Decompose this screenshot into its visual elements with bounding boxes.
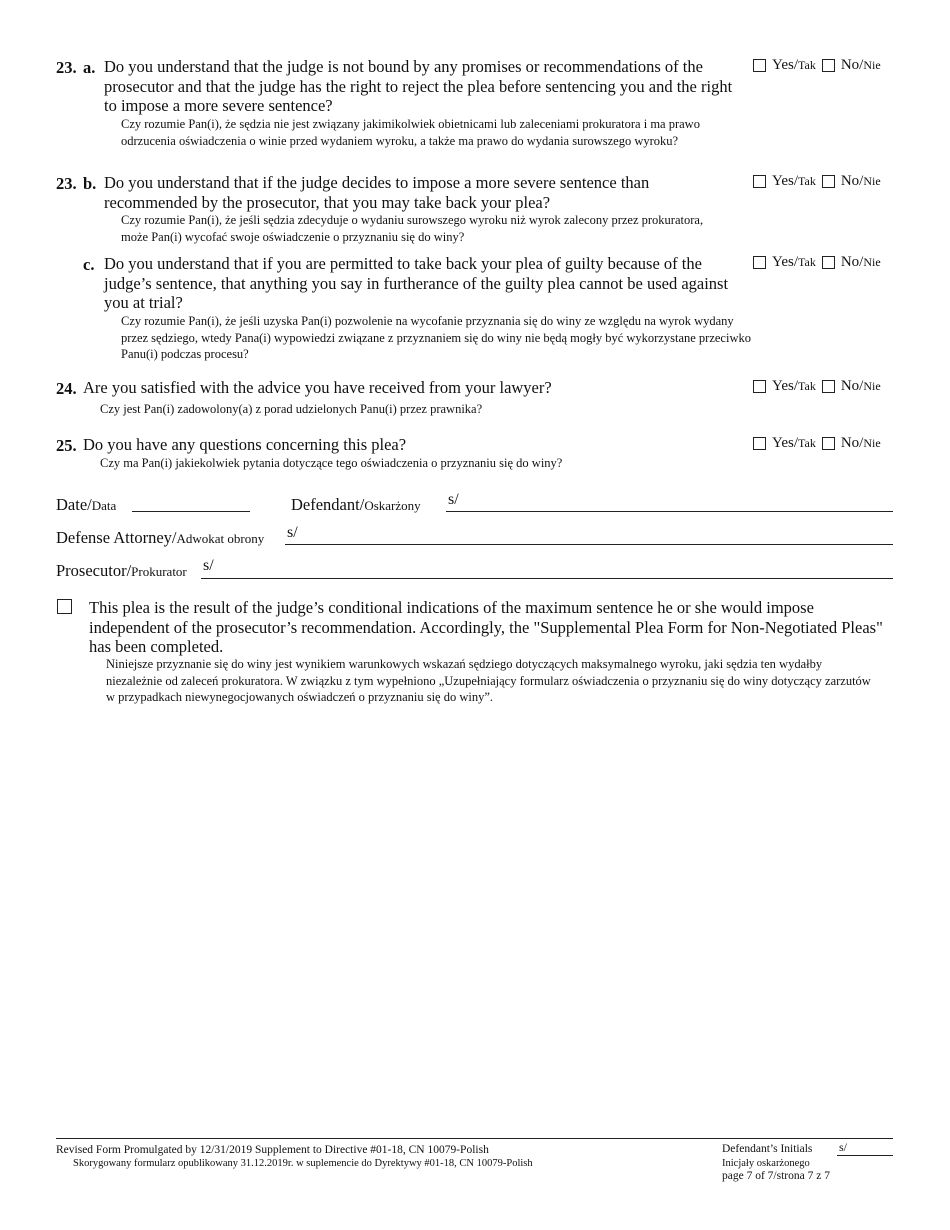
question-number: 25.: [56, 436, 77, 455]
yes-checkbox[interactable]: [753, 175, 766, 188]
question-text-pl: Czy jest Pan(i) zadowolony(a) z porad udzielonych Panu(i) przez prawnika?: [100, 402, 483, 416]
conditional-plea-checkbox[interactable]: [57, 599, 72, 614]
defendant-label-en: Defendant/: [291, 495, 365, 514]
conditional-plea-text-en: This plea is the result of the judge’s conditional indications of the maximum sentence he or she would impose independent of the prosecutor’s recommendation. Accordingly, the "Supplemental Plea Form for Non-Negotiated Pleas" has been completed.: [89, 598, 883, 656]
answer-23a: [753, 57, 881, 74]
yes-label-en: Yes/: [772, 254, 798, 270]
answer-23b: [753, 173, 881, 190]
footer-revision-pl: Skorygowany formularz opublikowany 31.12.2019r. w suplemencie do Dyrektywy #01-18, CN 10079-Polish: [73, 1158, 533, 1169]
footer-revision-en: Revised Form Promulgated by 12/31/2019 Supplement to Directive #01-18, CN 10079-Polish: [56, 1144, 489, 1156]
yes-checkbox[interactable]: [753, 380, 766, 393]
question-text-en: Do you understand that if the judge decides to impose a more severe sentence than recommended by the prosecutor, that you may take back your plea?: [104, 173, 650, 212]
attorney-label-en: Defense Attorney/: [56, 528, 177, 547]
defendant-label: [291, 495, 421, 515]
prosecutor-signature: s/: [203, 557, 214, 574]
no-label-en: No/: [840, 57, 864, 73]
question-text-en: Do you understand that the judge is not bound by any promises or recommendations of the prosecutor and that the judge has the right to reject the plea before sentencing you and the right to impose a more severe sentence?: [104, 57, 733, 115]
no-checkbox[interactable]: [822, 256, 835, 269]
question-text-en: Do you have any questions concerning this plea?: [83, 435, 407, 454]
footer-initials: [722, 1143, 897, 1184]
yes-label-en: Yes/: [772, 435, 798, 451]
question-text-pl: Czy rozumie Pan(i), że sędzia nie jest związany jakimikolwiek obietnicami lub zaleceniami prokuratora i ma prawo odrzucenia oświadczenia o winie przed wydaniem wyroku, a także ma prawo do wydania surowszego wyroku?: [121, 117, 700, 148]
question-letter: a.: [83, 58, 96, 77]
no-label-pl: Nie: [863, 379, 881, 393]
prosecutor-label-pl: Prokurator: [131, 564, 187, 579]
attorney-label-pl: Adwokat obrony: [176, 531, 265, 546]
answer-23c: [753, 254, 881, 271]
initials-label: Defendant’s Initials: [722, 1143, 813, 1155]
question-number: 23.: [56, 174, 77, 193]
yes-checkbox[interactable]: [753, 59, 766, 72]
question-number: 24.: [56, 379, 77, 398]
footer-divider: [56, 1138, 893, 1139]
no-label-en: No/: [840, 378, 864, 394]
yes-label-en: Yes/: [772, 378, 798, 394]
attorney-signature-line[interactable]: [285, 544, 893, 545]
no-checkbox[interactable]: [822, 437, 835, 450]
yes-checkbox[interactable]: [753, 256, 766, 269]
no-label-en: No/: [840, 254, 864, 270]
answer-25: [753, 435, 881, 452]
no-label-en: No/: [840, 173, 864, 189]
question-number: 23.: [56, 58, 77, 77]
question-text-pl: Czy ma Pan(i) jakiekolwiek pytania dotyczące tego oświadczenia o przyznaniu się do winy?: [100, 456, 563, 470]
prosecutor-label-en: Prosecutor/: [56, 561, 132, 580]
no-label-pl: Nie: [863, 255, 881, 269]
yes-label-pl: Tak: [798, 436, 816, 450]
initials-signature: s/: [839, 1140, 848, 1154]
question-text-en: Are you satisfied with the advice you have received from your lawyer?: [83, 378, 552, 397]
yes-label-pl: Tak: [798, 255, 816, 269]
yes-label-pl: Tak: [798, 174, 816, 188]
footer-revision: [56, 1143, 706, 1171]
date-label-en: Date/: [56, 495, 92, 514]
defendant-label-pl: Oskarżony: [364, 498, 421, 513]
answer-24: [753, 378, 881, 395]
date-label: [56, 495, 116, 515]
no-checkbox[interactable]: [822, 175, 835, 188]
prosecutor-label: [56, 561, 187, 581]
initials-line[interactable]: [837, 1155, 893, 1156]
yes-label-en: Yes/: [772, 173, 798, 189]
yes-checkbox[interactable]: [753, 437, 766, 450]
attorney-signature: s/: [287, 524, 298, 541]
question-text-en: Do you understand that if you are permitted to take back your plea of guilty because of the judge’s sentence, that anything you say in furtherance of the guilty plea cannot be used against you at trial?: [104, 254, 729, 312]
date-label-pl: Data: [91, 498, 117, 513]
defendant-signature-line[interactable]: [446, 511, 893, 512]
question-text-pl: Czy rozumie Pan(i), że jeśli sędzia zdecyduje o wydaniu surowszego wyroku niż wyrok zalecony przez prokuratora, może Pan(i) wycofać swoje oświadczenie o przyznaniu się do winy?: [121, 213, 704, 244]
yes-label-pl: Tak: [798, 379, 816, 393]
defendant-signature: s/: [448, 491, 459, 508]
attorney-label: [56, 528, 264, 548]
initials-label-pl: Inicjały oskarżonego: [722, 1157, 810, 1169]
prosecutor-signature-line[interactable]: [201, 578, 893, 579]
no-label-pl: Nie: [863, 58, 881, 72]
question-letter: c.: [83, 255, 95, 274]
no-checkbox[interactable]: [822, 59, 835, 72]
no-label-pl: Nie: [863, 436, 881, 450]
conditional-plea-text-pl: Niniejsze przyznanie się do winy jest wynikiem warunkowych wskazań sędziego dotyczących maksymalnego wyroku, jaki sędzia ten wydałby niezależnie od zaleceń prokuratora. W związku z tym wypełniono „Uzupełniający formularz oświadczenia o przyznaniu się do winy dotyczący zarzutów w przypadkach niewynegocjowanych oświadczeń o przyznaniu się do winy”.: [106, 657, 871, 704]
no-label-pl: Nie: [863, 174, 881, 188]
no-label-en: No/: [840, 435, 864, 451]
date-field[interactable]: [132, 511, 250, 512]
question-text-pl: Czy rozumie Pan(i), że jeśli uzyska Pan(i) pozwolenie na wycofanie przyznania się do winy ze względu na wyrok wydany przez sędziego, wtedy Pana(i) wypowiedzi związane z przyznaniem się do winy nie będą mogły być wykorzystane przeciwko Panu(i) podczas procesu?: [121, 314, 751, 361]
yes-label-pl: Tak: [798, 58, 816, 72]
page-number: page 7 of 7/strona 7 z 7: [722, 1170, 830, 1182]
yes-label-en: Yes/: [772, 57, 798, 73]
no-checkbox[interactable]: [822, 380, 835, 393]
question-letter: b.: [83, 174, 97, 193]
